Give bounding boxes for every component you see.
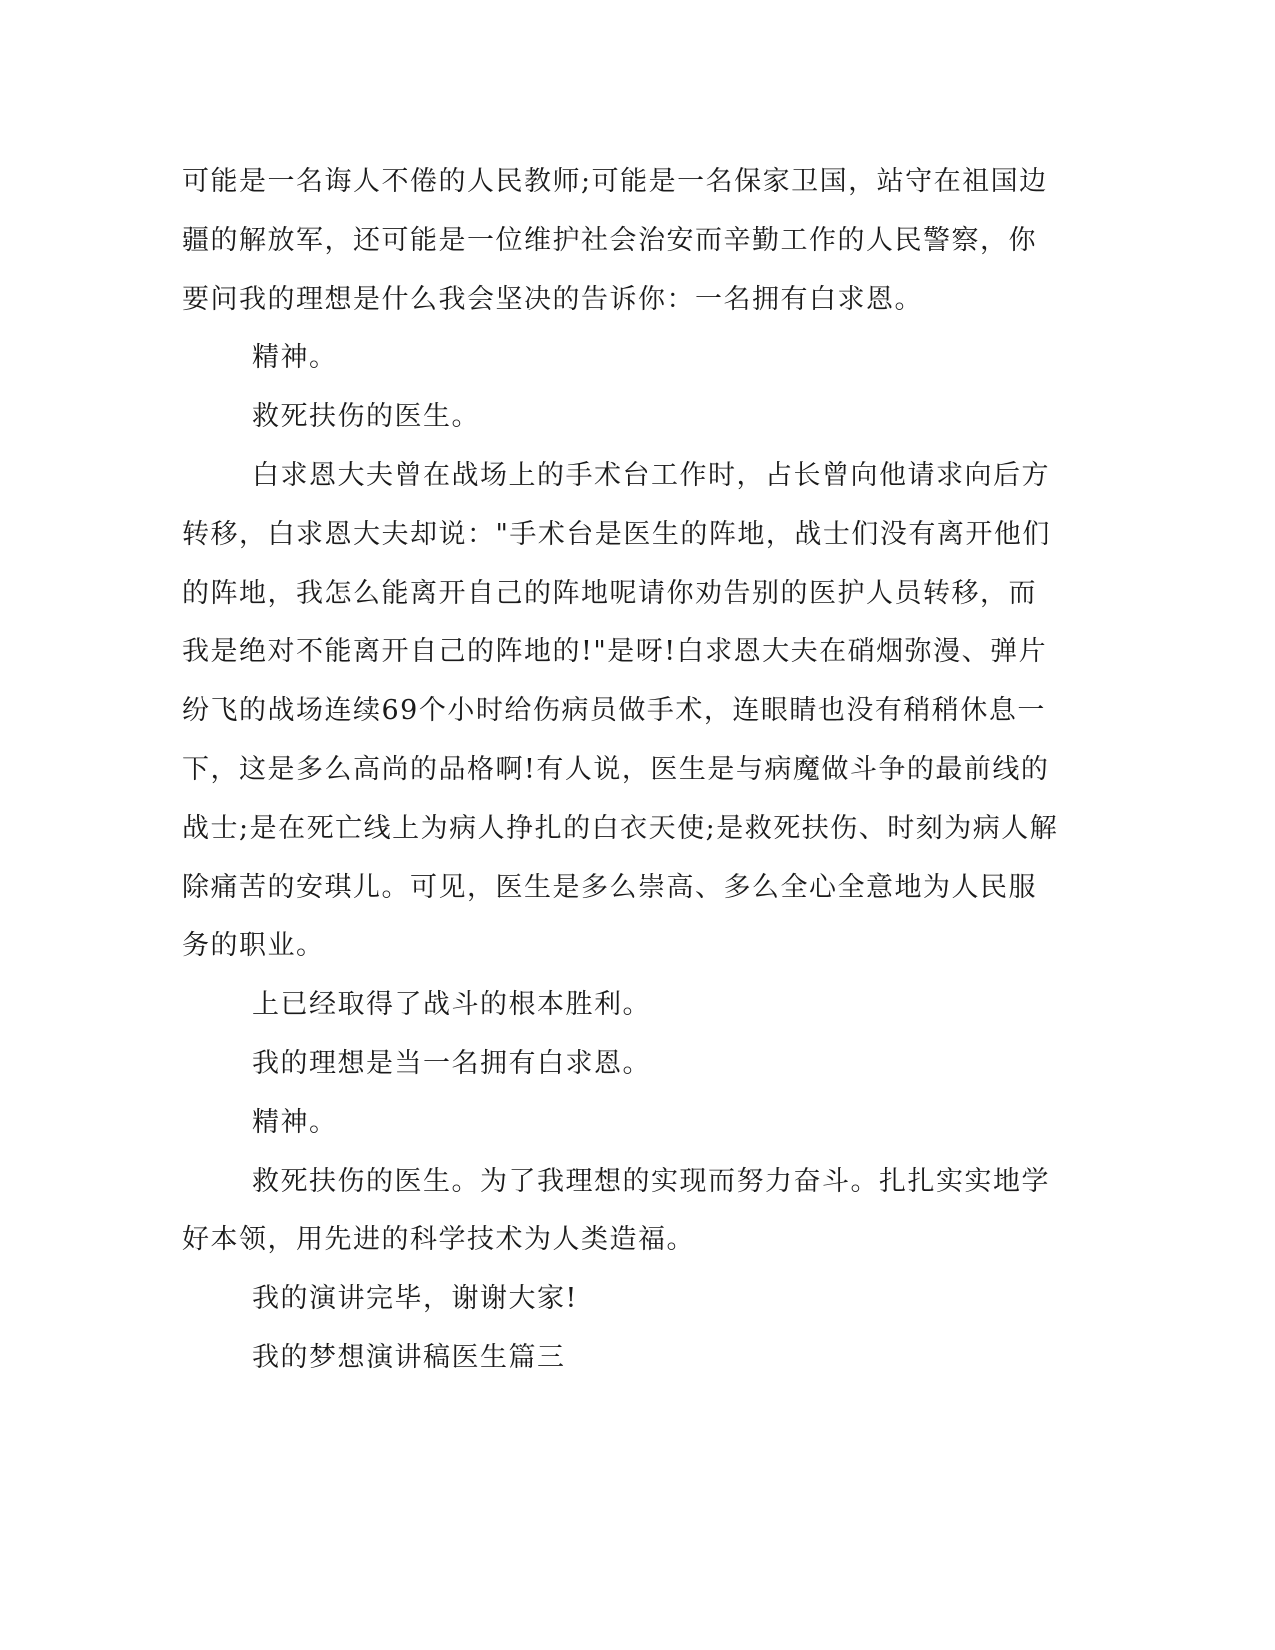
text-line: 务的职业。: [182, 930, 325, 961]
text-line: 纷飞的战场连续69个小时给伤病员做手术，连眼睛也没有稍稍休息一: [182, 695, 1046, 726]
text-line: 上已经取得了战斗的根本胜利。: [252, 989, 651, 1020]
text-line: 精神。: [252, 1107, 338, 1138]
text-line: 白求恩大夫曾在战场上的手术台工作时，占长曾向他请求向后方: [252, 460, 1050, 491]
text-line: 精神。: [252, 342, 338, 373]
text-line: 救死扶伤的医生。: [252, 401, 480, 432]
text-line: 我的演讲完毕，谢谢大家!: [252, 1283, 578, 1314]
text-line: 要问我的理想是什么我会坚决的告诉你：一名拥有白求恩。: [182, 284, 923, 315]
text-line: 我的理想是当一名拥有白求恩。: [252, 1048, 651, 1079]
text-line: 可能是一名诲人不倦的人民教师;可能是一名保家卫国，站守在祖国边: [182, 166, 1048, 197]
text-line: 转移，白求恩大夫却说："手术台是医生的阵地，战士们没有离开他们: [182, 519, 1051, 550]
text-line: 疆的解放军，还可能是一位维护社会治安而辛勤工作的人民警察，你: [182, 225, 1037, 256]
text-line: 我的梦想演讲稿医生篇三: [252, 1342, 566, 1373]
text-line: 下，这是多么高尚的品格啊!有人说，医生是与病魔做斗争的最前线的: [182, 754, 1050, 785]
text-line: 除痛苦的安琪儿。可见，医生是多么崇高、多么全心全意地为人民服: [182, 872, 1037, 903]
text-line: 的阵地，我怎么能离开自己的阵地呢请你劝告别的医护人员转移，而: [182, 578, 1037, 609]
text-line: 我是绝对不能离开自己的阵地的!"是呀!白求恩大夫在硝烟弥漫、弹片: [182, 636, 1048, 667]
text-line: 好本领，用先进的科学技术为人类造福。: [182, 1224, 695, 1255]
text-line: 救死扶伤的医生。为了我理想的实现而努力奋斗。扎扎实实地学: [252, 1166, 1050, 1197]
text-line: 战士;是在死亡线上为病人挣扎的白衣天使;是救死扶伤、时刻为病人解: [182, 813, 1059, 844]
